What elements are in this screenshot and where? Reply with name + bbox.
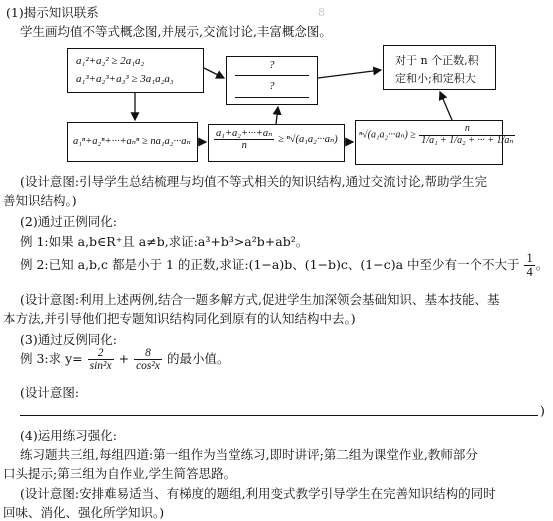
example-3-plus: + <box>118 351 130 367</box>
section4-design-cont: 回味、消化、强化所学知识。) <box>3 505 165 520</box>
example-2-text: 例 2:已知 a,b,c 都是小于 1 的正数,求证:(1−a)b、(1−b)c、(1−c)a 中至少有一个不大于 <box>20 257 520 273</box>
section1-design: (设计意图:引导学生总结梳理与均值不等式相关的知识结构,通过交流讨论,帮助学生完 <box>20 174 488 189</box>
box-a-line2: a₁³+a₂³+a₃³ ≥ 3a₁a₂a₃ <box>76 73 174 85</box>
box-f-lhs: ⁿ√(a₁a₂···aₙ) ≥ <box>359 129 416 141</box>
section1-heading: (1)揭示知识联系 <box>6 5 99 20</box>
example-3-f1-num: 2 <box>88 347 114 360</box>
box-d-text: a₁ⁿ+a₂ⁿ+···+aₙⁿ ≥ na₁a₂···aₙ <box>73 136 191 147</box>
example-3-post: 的最小值。 <box>166 351 230 367</box>
arrow-e-to-b <box>276 107 278 124</box>
example-2-frac-num: 1 <box>526 251 533 265</box>
example-2-fraction <box>524 252 534 279</box>
section3-design-close: ) <box>540 403 545 418</box>
example-3-pre: 例 3:求 y= <box>20 351 83 367</box>
section1-intro: 学生画均值不等式概念图,并展示,交流讨论,丰富概念图。 <box>20 24 332 39</box>
box-c-line1: 对于 n 个正数,积 <box>395 54 479 67</box>
box-a-line1: a₁²+a₂² ≥ 2a₁a₂ <box>76 55 145 67</box>
example-3-fraction-1 <box>88 347 114 372</box>
example-3 <box>20 347 229 372</box>
section4-line2: 口头提示;第三组为自作业,学生简答思路。 <box>3 466 237 481</box>
section4-design: (设计意图:安排难易适当、有梯度的题组,利用变式教学引导学生在完善知识结构的同时 <box>20 486 496 501</box>
section3-design: (设计意图: <box>20 385 80 400</box>
example-3-f2-num: 8 <box>134 347 162 360</box>
section2-design-cont: 本方法,并引导他们把专题知识结构同化到原有的认知结构中去。) <box>3 311 356 326</box>
example-3-fraction-2 <box>134 347 162 372</box>
arrow-f-to-c <box>440 92 452 120</box>
box-f-numerator: n <box>419 124 515 136</box>
box-f-denominator: 1/a₁ + 1/a₂ + ··· + 1/aₙ <box>421 134 514 146</box>
example-1: 例 1:如果 a,b∈R⁺且 a≠b,求证:a³+b³>a²b+ab²。 <box>20 234 309 249</box>
example-3-f2-den: cos²x <box>136 360 160 373</box>
example-2 <box>20 252 548 279</box>
box-e-denominator: n <box>241 140 247 152</box>
box-b-q1: ? <box>269 59 275 71</box>
section2-design: (设计意图:利用上述两例,结合一题多解方式,促进学生加深领会基础知识、基本技能、基 <box>20 292 500 307</box>
watermark-text: 8 <box>318 6 325 19</box>
box-e-numerator: a₁+a₂+···+aₙ <box>216 128 273 139</box>
section3-heading: (3)通过反例同化: <box>20 332 117 347</box>
section4-heading: (4)运用练习强化: <box>20 428 117 443</box>
box-c-line2: 定和小;和定积大 <box>395 72 476 85</box>
section3-design-blank <box>20 415 538 416</box>
example-2-frac-den: 4 <box>526 265 533 280</box>
section1-design-cont: 善知识结构。) <box>3 193 77 208</box>
section4-line1: 练习题共三组,每组四道:第一组作为当堂练习,即时讲评;第二组为课堂作业,教师部分 <box>20 447 478 462</box>
box-e-rhs: ≥ ⁿ√(a₁a₂···aₙ) <box>278 133 338 145</box>
arrow-b-to-c <box>318 70 381 78</box>
example-2-end: 。 <box>535 257 549 273</box>
section2-heading: (2)通过正例同化: <box>20 214 117 229</box>
arrow-a-to-b <box>204 68 224 78</box>
example-3-f1-den: sin²x <box>89 360 112 373</box>
box-b-q2: ? <box>269 80 275 92</box>
